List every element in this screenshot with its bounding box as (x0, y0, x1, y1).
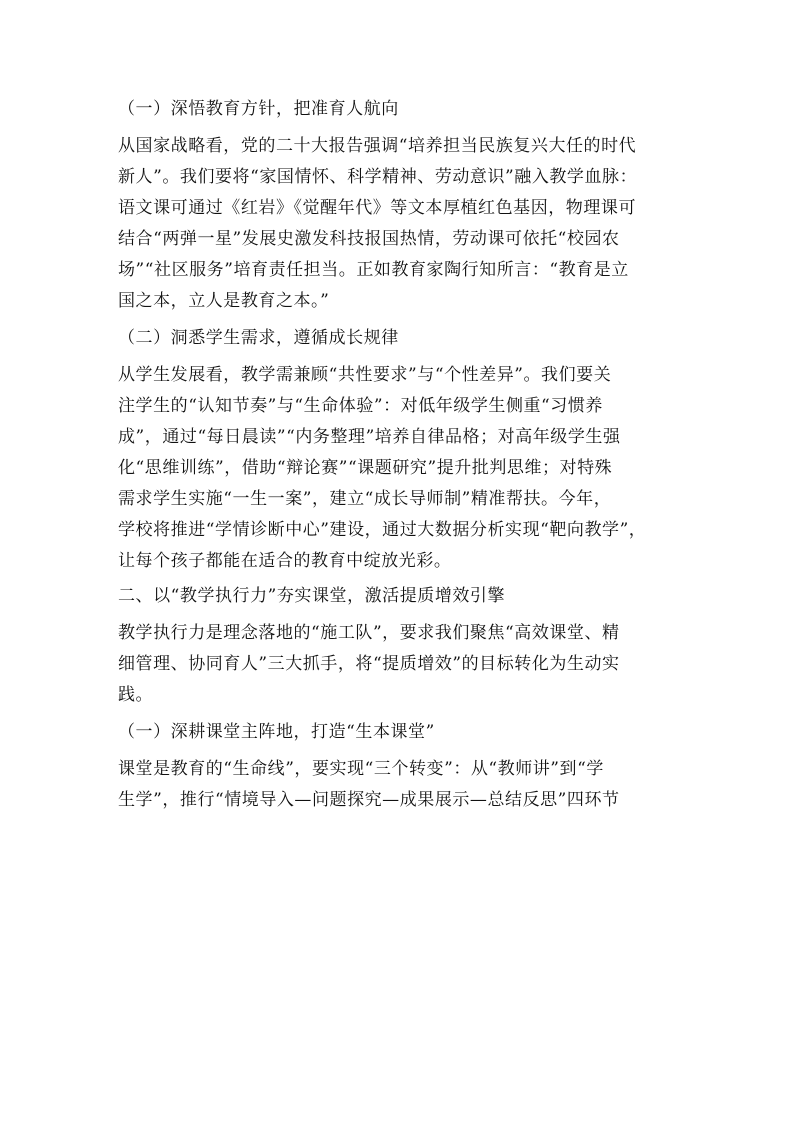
subheading-line: （二）洞悉学生需求，遵循成长规律 (118, 328, 399, 348)
paragraph-line: 注学生的“认知节奏”与“生命体验”：对低年级学生侧重“习惯养 (118, 396, 603, 416)
section-heading-1-2 (118, 323, 678, 354)
paragraph-line: 语文课可通过《红岩》《觉醒年代》等文本厚植红色基因，物理课可 (118, 198, 636, 218)
paragraph-student-needs (118, 360, 678, 577)
paragraph-line: 细管理、协同育人”三大抓手，将“提质增效”的目标转化为生动实 (118, 654, 620, 674)
paragraph-line: 化“思维训练”，借助“辩论赛”“课题研究”提升批判思维；对特殊 (118, 458, 613, 478)
paragraph-line: 结合“两弹一星”发展史激发科技报国热情，劳动课可依托“校园农 (118, 229, 620, 249)
heading-line: 二、以“教学执行力”夯实课堂，激活提质增效引擎 (118, 586, 506, 606)
paragraph-line: 场”“社区服务”培育责任担当。正如教育家陶行知所言：“教育是立 (118, 260, 629, 280)
paragraph-execution (118, 618, 678, 711)
paragraph-line: 践。 (118, 685, 154, 705)
paragraph-national-strategy (118, 131, 678, 317)
paragraph-line: 需求学生实施“一生一案”，建立“成长导师制”精准帮扶。今年， (118, 489, 612, 509)
paragraph-line: 国之本，立人是教育之本。” (118, 291, 330, 311)
subheading-line: （一）深耕课堂主阵地，打造“生本课堂” (118, 722, 435, 742)
paragraph-line: 成”，通过“每日晨读”“内务整理”培养自律品格；对高年级学生强 (118, 427, 621, 447)
section-heading-1-1 (118, 94, 678, 125)
document-page (118, 94, 678, 816)
paragraph-line: 从国家战略看，党的二十大报告强调“培养担当民族复兴大任的时代 (118, 136, 637, 156)
paragraph-line: 新人”。我们要将“家国情怀、科学精神、劳动意识”融入教学血脉： (118, 167, 638, 187)
subheading-line: （一）深悟教育方针，把准育人航向 (118, 99, 399, 119)
paragraph-line: 生学”，推行“情境导入—问题探究—成果展示—总结反思”四环节 (118, 790, 620, 810)
section-heading-2-1 (118, 717, 678, 748)
paragraph-line: 从学生发展看，教学需兼顾“共性要求”与“个性差异”。我们要关 (118, 365, 612, 385)
paragraph-line: 课堂是教育的“生命线”，要实现“三个转变”：从“教师讲”到“学 (118, 759, 604, 779)
section-heading-2 (118, 581, 678, 612)
paragraph-classroom (118, 754, 678, 816)
paragraph-line: 学校将推进“学情诊断中心”建设，通过大数据分析实现“靶向教学”， (118, 520, 647, 540)
paragraph-line: 教学执行力是理念落地的“施工队”，要求我们聚焦“高效课堂、精 (118, 623, 620, 643)
paragraph-line: 让每个孩子都能在适合的教育中绽放光彩。 (118, 551, 452, 571)
